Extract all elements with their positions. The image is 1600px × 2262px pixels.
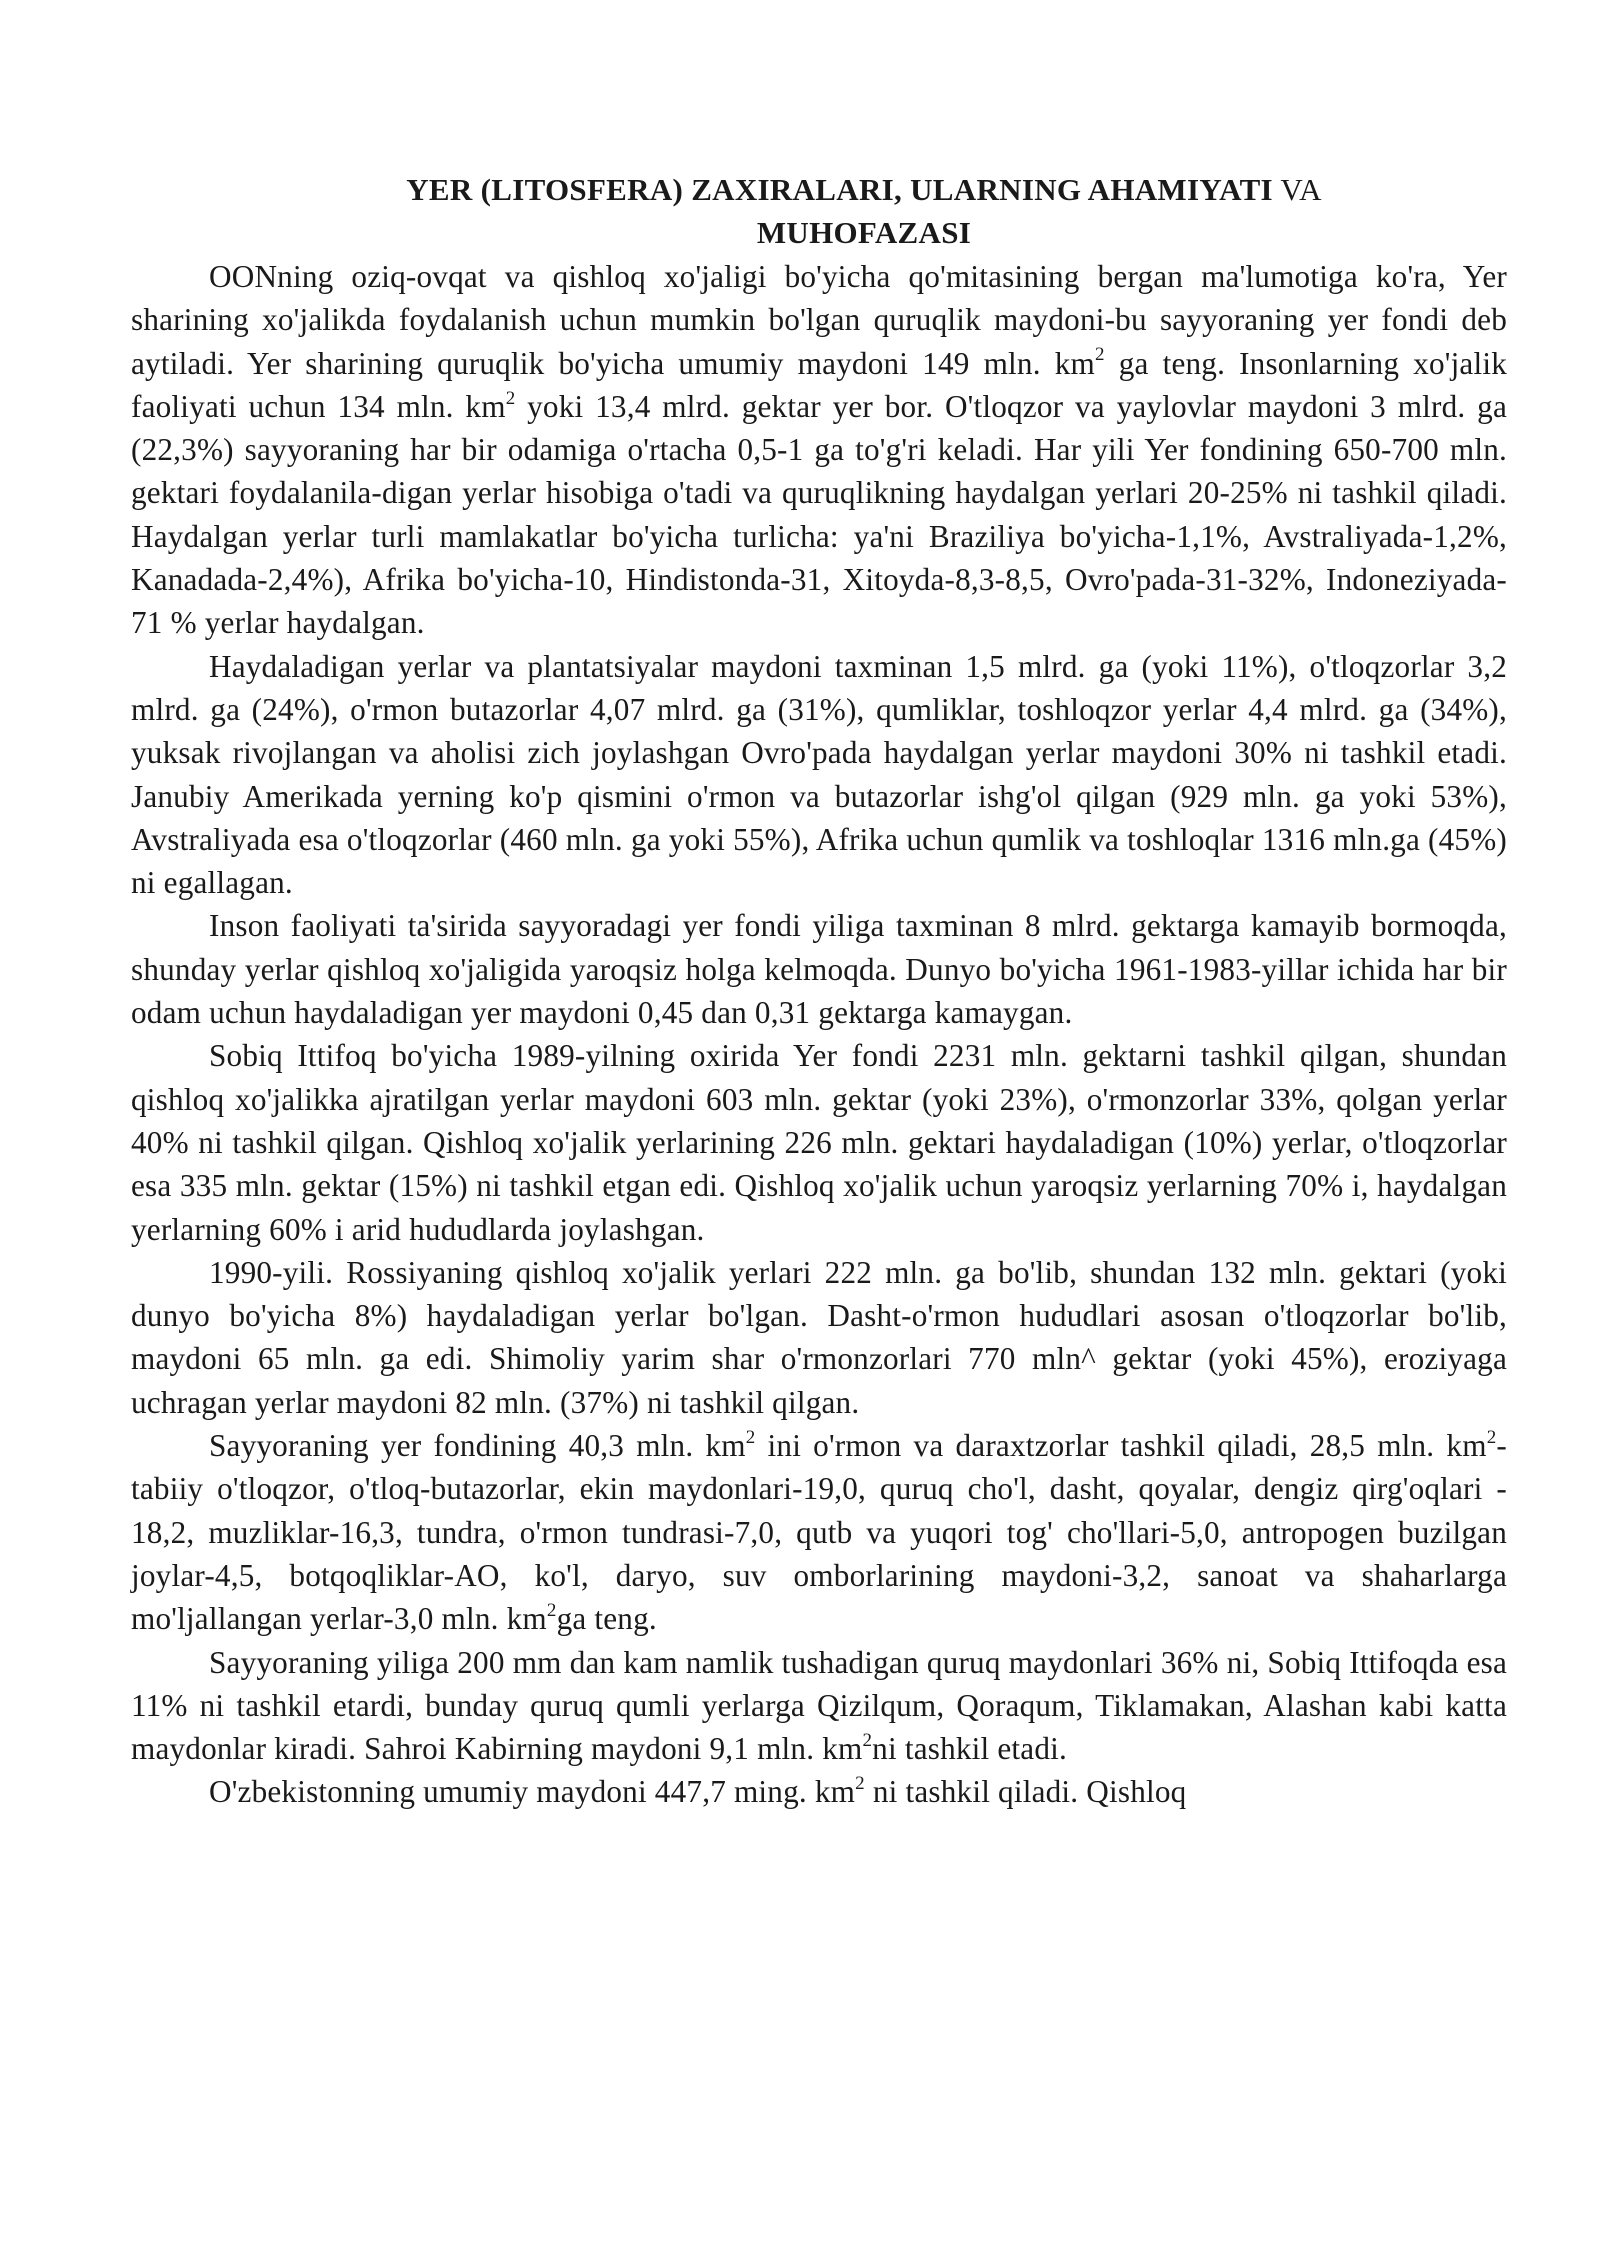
paragraph-1 xyxy=(131,255,1507,645)
title-second-line: MUHOFAZASI xyxy=(756,215,972,250)
superscript: 2 xyxy=(505,387,516,409)
paragraph-text: yoki 13,4 mlrd. gektar yer bor. O'tloqzor va yaylovlar maydoni 3 mlrd. ga (22,3%) sayyoraning har bir odamiga o'rtacha 0,5-1 ga to'g'ri keladi. Har yili Yer fondining 650-700 mln. gektari foydalanila-digan yerlar hisobiga o'tadi va quruqlikning haydalgan yerlari 20-25% ni tashkil qiladi. Haydalgan yerlar turli mamlakatlar bo'yicha turlicha: ya'ni Braziliya bo'yicha-1,1%, Avstraliyada-1,2%, Kanadada-2,4%), Afrika bo'yicha-10, Hindistonda-31, Xitoyda-8,3-8,5, Ovro'pada-31-32%, Indoneziyada-71 % yerlar haydalgan. xyxy=(131,388,1508,641)
paragraph-2 xyxy=(131,645,1507,905)
paragraph-text: OONning oziq-ovqat va qishloq xo'jaligi bo'yicha qo'mitasining bergan ma'lumotiga ko'ra, Yer sharining xo'jalikda foydalanish uchun mumkin bo'lgan quruqlik maydoni-bu sayyoraning yer fondi deb aytiladi. Yer sharining quruqlik bo'yicha umumiy maydoni 149 mln. km xyxy=(131,259,1507,381)
paragraph-text: ga teng. xyxy=(556,1601,657,1637)
page-title xyxy=(131,168,1507,254)
paragraph-8 xyxy=(131,1770,1507,1813)
paragraph-text: O'zbekistonning umumiy maydoni 447,7 ming. km xyxy=(209,1774,856,1810)
paragraph-3 xyxy=(131,904,1507,1034)
paragraph-4 xyxy=(131,1034,1507,1250)
paragraph-text: Sayyoraning yiliga 200 mm dan kam namlik tushadigan quruq maydonlari 36% ni, Sobiq Ittifoqda esa 11% ni tashkil etardi, bunday quruq qumli yerlarga Qizilqum, Qoraqum, Tiklamakan, Alashan kabi katta maydonlar kiradi. Sahroi Kabirning maydoni 9,1 mln. km xyxy=(131,1644,1507,1767)
paragraph-text: 1990-yili. Rossiyaning qishloq xo'jalik yerlari 222 mln. ga bo'lib, shundan 132 mln. gektari (yoki dunyo bo'yicha 8%) haydaladigan yerlar bo'lgan. Dasht-o'rmon hududlari asosan o'tloqzorlar bo'lib, maydoni 65 mln. ga edi. Shimoliy yarim shar o'rmonzorlari 770 mln^ gektar (yoki 45%), eroziyaga uchragan yerlar maydoni 82 mln. (37%) ni tashkil qilgan. xyxy=(131,1254,1507,1420)
superscript: 2 xyxy=(1094,344,1105,366)
paragraph-text: ga teng. Insonlarning xo'jalik faoliyati uchun 134 mln. km xyxy=(131,345,1507,424)
paragraph-text: ini o'rmon va daraxtzorlar tashkil qiladi, 28,5 mln. km xyxy=(755,1428,1487,1464)
document-page xyxy=(131,168,1507,1814)
title-regular-part: VA xyxy=(1272,172,1322,207)
superscript: 2 xyxy=(855,1773,865,1794)
superscript: 2 xyxy=(862,1729,873,1751)
paragraph-5 xyxy=(131,1251,1507,1424)
paragraph-6 xyxy=(131,1424,1507,1640)
paragraph-text: Inson faoliyati ta'sirida sayyoradagi yer fondi yiliga taxminan 8 mlrd. gektarga kamayib bormoqda, shunday yerlar qishloq xo'jaligida yaroqsiz holga kelmoqda. Dunyo bo'yicha 1961-1983-yillar ichida har bir odam uchun haydaladigan yer maydoni 0,45 dan 0,31 gektarga kamaygan. xyxy=(131,908,1507,1031)
paragraph-7 xyxy=(131,1641,1507,1771)
paragraph-text: Sobiq Ittifoq bo'yicha 1989-yilning oxirida Yer fondi 2231 mln. gektarni tashkil qilgan, shundan qishloq xo'jalikka ajratilgan yerlar maydoni 603 mln. gektar (yoki 23%), o'rmonzorlar 33%, qolgan yerlar 40% ni tashkil qilgan. Qishloq xo'jalik yerlarining 226 mln. gektari haydaladigan (10%) yerlar, o'tloqzorlar esa 335 mln. gektar (15%) ni tashkil etgan edi. Qishloq xo'jalik uchun yaroqsiz yerlarning 70% i, haydalgan yerlarning 60% i arid hududlarda joylashgan. xyxy=(131,1038,1507,1247)
superscript: 2 xyxy=(546,1599,557,1621)
paragraph-text: ni tashkil etadi. xyxy=(872,1731,1067,1767)
title-bold-part: YER (LITOSFERA) ZAXIRALARI, ULARNING AHAMIYATI xyxy=(406,172,1273,207)
paragraph-text: ni tashkil qiladi. Qishloq xyxy=(864,1774,1187,1810)
paragraph-text: Sayyoraning yer fondining 40,3 mln. km xyxy=(209,1428,746,1464)
superscript: 2 xyxy=(1486,1426,1497,1448)
paragraph-text: Haydaladigan yerlar va plantatsiyalar maydoni taxminan 1,5 mlrd. ga (yoki 11%), o'tloqzorlar 3,2 mlrd. ga (24%), o'rmon butazorlar 4,07 mlrd. ga (31%), qumliklar, toshloqzor yerlar 4,4 mlrd. ga (34%), yuksak rivojlangan va aholisi zich joylashgan Ovro'pada haydalgan yerlar maydoni 30% ni tashkil etadi. Janubiy Amerikada yerning ko'p qismini o'rmon va butazorlar ishg'ol qilgan (929 mln. ga yoki 53%), Avstraliyada esa o'tloqzorlar (460 mln. ga yoki 55%), Afrika uchun qumlik va toshloqlar 1316 mln.ga (45%) ni egallagan. xyxy=(131,648,1507,901)
paragraph-text: -tabiiy o'tloqzor, o'tloq-butazorlar, ekin maydonlari-19,0, quruq cho'l, dasht, qoyalar, dengiz qirg'oqlari - 18,2, muzliklar-16,3, tundra, o'rmon tundrasi-7,0, qutb va yuqori tog' cho'llari-5,0, antropogen buzilgan joylar-4,5, botqoqliklar-AO, ko'l, daryo, suv omborlarining maydoni-3,2, sanoat va shaharlarga mo'ljallangan yerlar-3,0 mln. km xyxy=(131,1428,1507,1637)
superscript: 2 xyxy=(745,1426,756,1448)
